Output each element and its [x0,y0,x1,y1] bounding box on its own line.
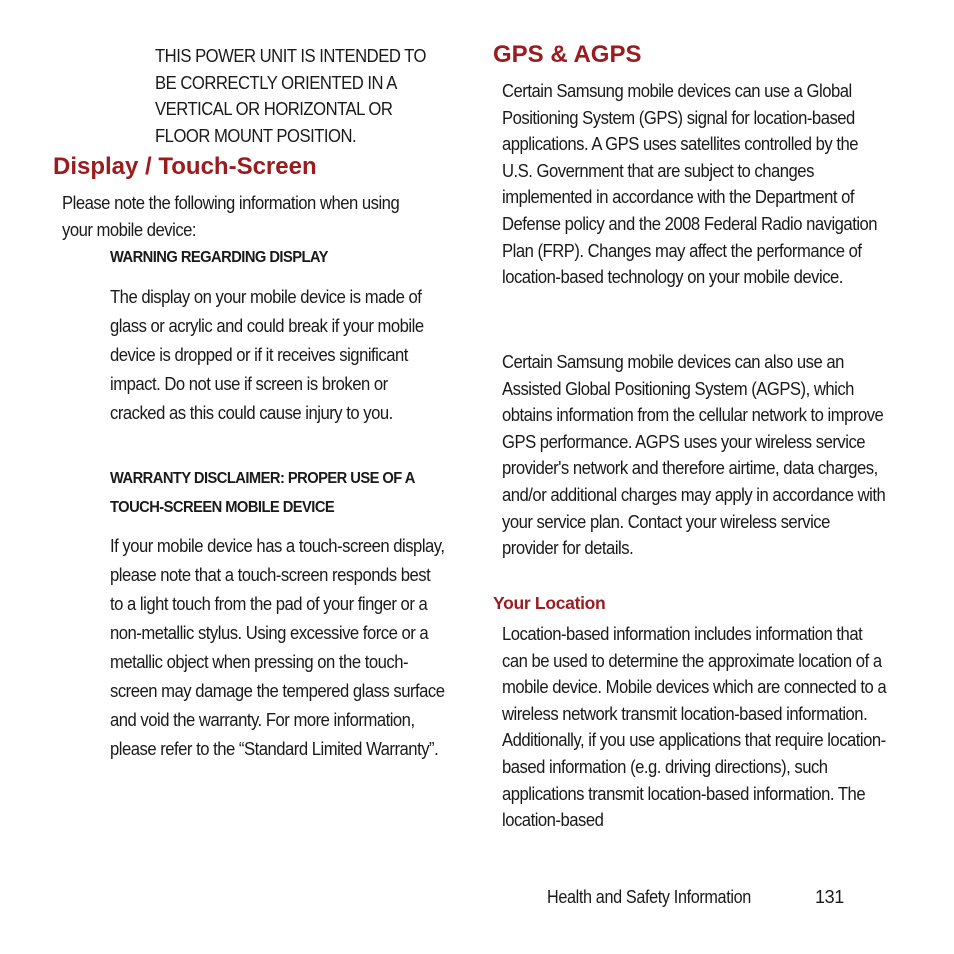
warning-display-heading: WARNING REGARDING DISPLAY [110,249,328,266]
gps-agps-heading: GPS & AGPS [493,41,642,68]
warranty-disclaimer-text: If your mobile device has a touch-screen display, please note that a touch-screen responds best to a light touch from the pad of your finger or a non-metallic stylus. Using excessive force or a metallic object when pressing on the touch-screen may damage the tempered glass surface and void the warranty. For more information, please refer to the “Standard Limited Warranty”. [110,535,445,759]
footer-section-title: Health and Safety Information [547,887,751,907]
display-intro-text: Please note the following information when using your mobile device: [62,192,400,240]
warning-display-text: The display on your mobile device is made of glass or acrylic and could break if your mobile device is dropped or if it receives significant impact. Do not use if screen is broken or cracked as this could cause injury to you. [110,286,424,423]
page-number: 131 [815,887,844,907]
gps-paragraph-1: Certain Samsung mobile devices can use a Global Positioning System (GPS) signal for location-based applications. A GPS uses satellites controlled by the U.S. Government that are subject to changes implemented in accordance with the Department of Defense policy and the 2008 Federal Radio navigation Plan (FRP). Changes may affect the performance of location-based technology on your mobile device. [502,80,878,288]
your-location-heading: Your Location [493,593,606,613]
power-unit-note: THIS POWER UNIT IS INTENDED TO BE CORRECTLY ORIENTED IN A VERTICAL OR HORIZONTAL OR FLOOR MOUNT POSITION. [155,45,427,146]
gps-paragraph-2: Certain Samsung mobile devices can also use an Assisted Global Positioning System (AGPS), which obtains information from the cellular network to improve GPS performance. AGPS uses your wireless service provider's network and therefore airtime, data charges, and/or additional charges may apply in accordance with your service plan. Contact your wireless service provider for details. [502,351,886,559]
warranty-disclaimer-heading: WARRANTY DISCLAIMER: PROPER USE OF A TOUCH-SCREEN MOBILE DEVICE [110,470,415,516]
your-location-paragraph: Location-based information includes information that can be used to determine the approximate location of a mobile device. Mobile devices which are connected to a wireless network transmit location-based information. Additionally, if you use applications that require location-based information (e.g. driving directions), such applications transmit location-based information. The location-based [502,623,887,831]
display-touchscreen-heading: Display / Touch-Screen [53,153,317,180]
